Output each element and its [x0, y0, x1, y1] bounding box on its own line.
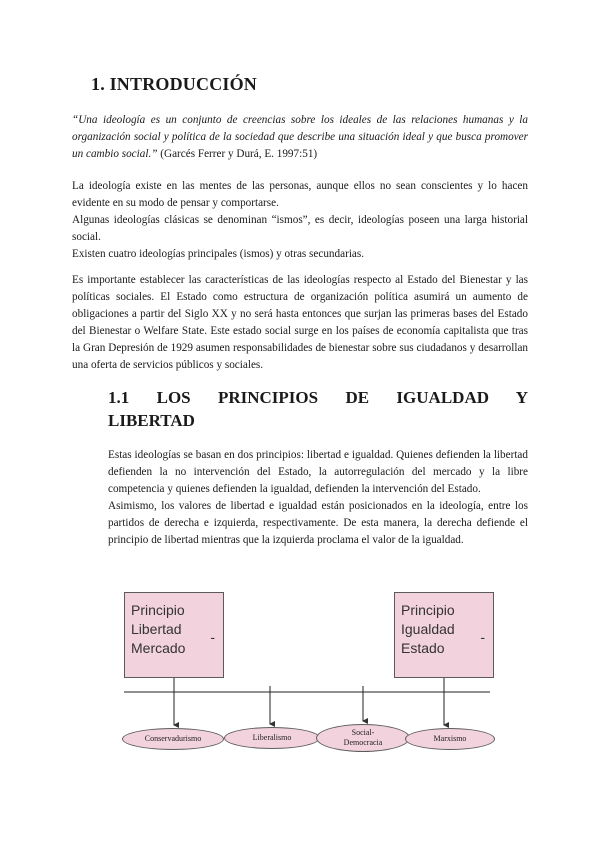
quote-citation: (Garcés Ferrer y Durá, E. 1997:51) — [157, 148, 318, 160]
box-libertad-line1: Principio — [131, 602, 185, 618]
oval-social-line2: Democracia — [343, 738, 383, 747]
subsection-paragraph: Estas ideologías se basan en dos principios: libertad e igualdad. Quienes defienden la libertad defienden la no intervención del Estado, la autorregulación del mercado y la libre competencia y quienes defienden la igualdad, defienden la intervención del Estado. — [108, 449, 528, 495]
oval-conservadurismo-label: Conservadurismo — [144, 734, 202, 743]
quote-text: “Una ideología es un conjunto de creencias sobre los ideales de las relaciones humanas y la organización social y política de la sociedad que describe una situación ideal y que busca promover un cambio social.” — [72, 114, 528, 160]
principio-libertad-box — [124, 592, 224, 678]
oval-socialdemocracia — [316, 724, 410, 752]
box-igualdad-line2: Igualdad — [401, 621, 455, 637]
box-libertad-line3: Mercado — [131, 640, 186, 656]
box-libertad-line2: Libertad — [131, 621, 182, 637]
box-igualdad-line1: Principio — [401, 602, 455, 618]
box-igualdad-line3: Estado — [401, 640, 445, 656]
oval-social-line1: Social- — [351, 728, 375, 737]
intro-paragraph: Existen cuatro ideologías principales (ismos) y otras secundarias. — [72, 248, 365, 260]
oval-socialdemocracia-label — [344, 728, 383, 748]
intro-paragraph: Algunas ideologías clásicas se denominan “ismos”, es decir, ideologías poseen una larga historial social. — [72, 214, 528, 243]
subsection-title-line1: 1.1 LOS PRINCIPIOS DE IGUALDAD Y — [108, 388, 528, 407]
box-igualdad-dash: - — [480, 629, 485, 645]
oval-liberalismo — [224, 727, 320, 749]
subsection-paragraph: Asimismo, los valores de libertad e igualdad están posicionados en la ideología, entre los partidos de derecha e izquierda, respectivamente. De esta manera, la derecha defiende el principio de libertad mientras que la izquierda proclama el valor de la igualdad. — [108, 500, 528, 546]
oval-marxismo-label: Marxismo — [433, 734, 467, 743]
oval-conservadurismo — [122, 728, 224, 750]
section-title: 1. INTRODUCCIÓN — [91, 74, 258, 94]
oval-marxismo — [405, 728, 495, 750]
estado-paragraph: Es importante establecer las características de las ideologías respecto al Estado del Bienestar y las políticas sociales. El Estado como estructura de organización política asumirá un aumento de obligaciones a partir del Siglo XX y no será hasta entonces que surjan las primeras bases del Estado del Bienestar o Welfare State. Este estado social surge en los países de economía capitalista que tras la Gran Depresión de 1929 asumen responsabilidades de bienestar sobre sus ciudadanos y desarrollan una oferta de servicios públicos y sociales. — [72, 274, 528, 371]
box-libertad-dash: - — [210, 629, 215, 645]
intro-paragraph: La ideología existe en las mentes de las personas, aunque ellos no sean conscientes y lo hacen evidente en su modo de pensar y comportarse. — [72, 180, 528, 209]
oval-liberalismo-label: Liberalismo — [252, 733, 292, 742]
subsection-title-line2: LIBERTAD — [108, 411, 195, 430]
principio-igualdad-box — [394, 592, 494, 678]
